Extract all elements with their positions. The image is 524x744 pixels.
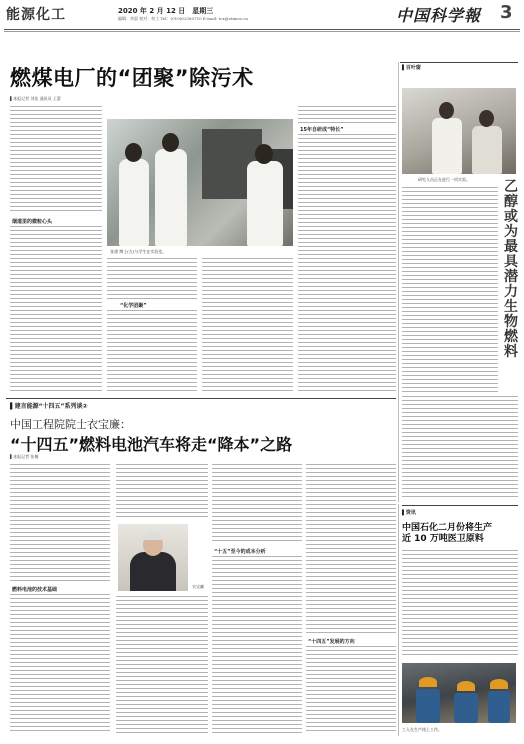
series-rule [6,398,396,399]
news-headline [402,523,492,545]
article1-subhead3: 15年自研成“特长” [300,127,344,133]
article1-headline: 燃煤电厂的“团聚”除污术 [10,66,254,90]
article1-body-col2 [107,310,197,392]
article1-subhead2: “化学团聚” [120,303,147,309]
article2-body-col3 [212,556,302,734]
series-tag: ▌建言能源“十四五”系列谈② [10,403,88,410]
article2-byline: ▌本报记者 张楠 [10,454,39,459]
sidebar-body [402,187,498,392]
article1-body-col1 [10,226,102,392]
issue-date: 2020 年 2 月 12 日 星期三 [118,7,214,15]
editor-meta: 编辑：李晨 校对：何工 Tel：(010)62580710 E-mail: tcx@stimes.cn [118,16,248,21]
article2-headline: “十四五”燃料电池汽车将走“降本”之路 [10,435,293,454]
factory-photo [402,663,516,723]
column-divider [398,62,399,502]
sidebar-body-lower [402,396,518,500]
news-photo-caption: 工人在生产线上工作。 [402,727,442,732]
sidebar-headline: 乙醇或为最具潜力生物燃料 [504,179,518,360]
page-number: 3 [500,2,513,23]
column-divider-lower [398,504,399,736]
news-body [402,550,518,658]
article2-body-col1-top [10,464,110,582]
sidebar-tag: ▌百叶窗 [402,65,421,71]
article2-kicker: 中国工程院院士衣宝廉： [10,418,131,431]
article2-body-col3-top [212,464,302,544]
article2-body-col4-top [306,464,396,634]
article2-subhead3: “十四五”发展的方向 [308,639,355,645]
article1-body-col4 [298,134,396,392]
masthead-rule-thin [4,31,520,32]
article2-subhead1: 燃料电池的技术基础 [12,587,58,593]
masthead-rule [4,29,520,30]
article1-body-col3 [202,258,293,392]
sidebar-photo-caption: 研究人员正在进行一项实验。 [418,177,470,182]
article2-body-col1 [10,594,110,734]
lab-photo [107,119,293,246]
article2-subhead2: “十五”至今的成本分析 [214,549,266,555]
sidebar-photo [402,88,516,174]
article2-body-col2 [116,596,208,734]
sidebar-rule [400,62,518,63]
article2-body-col2-top [116,464,208,520]
news-headline-line1: 中国石化二月份将生产 [402,523,493,533]
news-tag: ▌资讯 [402,510,416,516]
article2-photo-caption: 衣宝廉 [192,584,204,589]
article1-subhead1: 烟道里的微粒心头 [12,219,53,225]
section-title: 能源化工 [6,7,66,23]
news-rule [402,505,518,506]
newspaper-logo: 中国科学報 [396,6,482,25]
article1-body-col1-top [10,106,102,214]
article1-photo-caption: 张建 博士(左)与学生在实验室。 [110,249,167,254]
portrait-photo [118,524,188,591]
article1-byline: ▌本报记者 刘佳 通讯员 王蕾 [10,96,61,101]
article1-body-col2-top [107,258,197,300]
news-headline-line2: 近 10 万吨医卫原料 [402,534,484,544]
article2-body-col4 [306,646,396,734]
article1-body-col4-top [298,106,396,126]
